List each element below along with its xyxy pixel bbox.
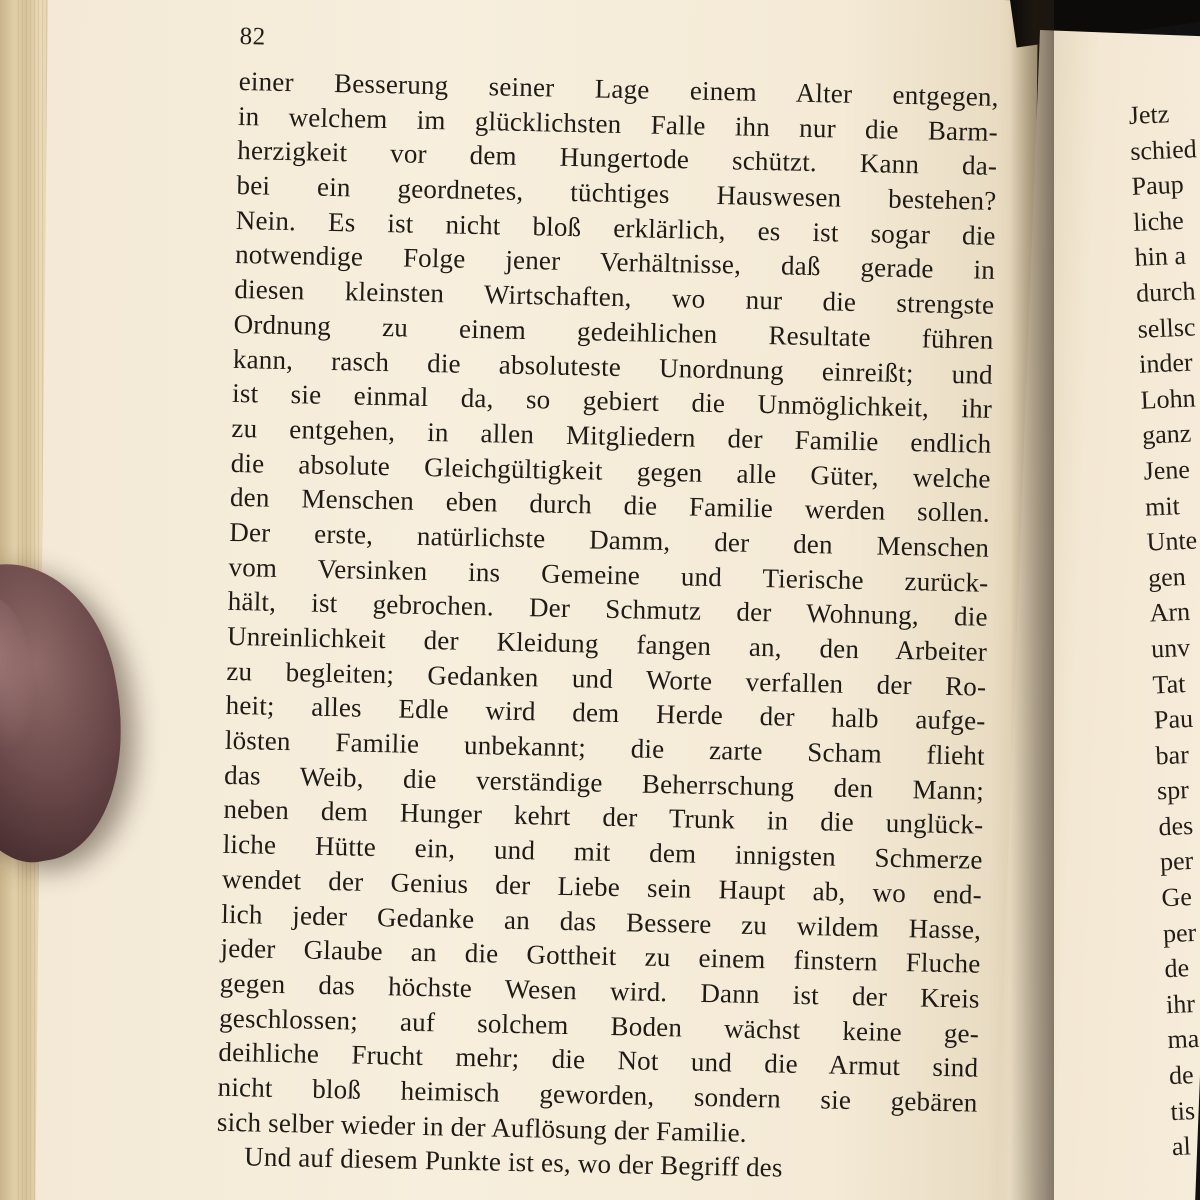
text-line: geschlossen; auf solchem Boden wächst keine ge- [218, 1002, 980, 1049]
text-line-fragment: mit [1144, 490, 1181, 522]
text-line: zu begleiten; Gedanken und Worte verfallen der Ro- [226, 655, 987, 702]
text-line: Nein. Es ist nicht bloß erklärlich, es ist sogar die [235, 204, 997, 251]
text-line: lösten Familie unbekannt; die zarte Scham flieht [224, 724, 986, 771]
text-line: zu entgehen, in allen Mitgliedern der Familie endlich [231, 412, 992, 459]
text-line-fragment: bar [1154, 739, 1190, 771]
text-line: hält, ist gebrochen. Der Schmutz der Wohnung, die [227, 586, 989, 633]
text-line: wendet der Genius der Liebe sein Haupt ab, wo end- [221, 863, 983, 910]
text-line-fragment: ma [1166, 1024, 1200, 1055]
text-line-fragment: Tat [1151, 668, 1187, 699]
text-line-fragment: al [1171, 1131, 1192, 1162]
text-line-fragment: unv [1150, 632, 1191, 664]
text-line-fragment: Unte [1146, 525, 1198, 557]
text-line: Ordnung zu einem gedeihlichen Resultate führen [233, 308, 994, 355]
text-line: kann, rasch die absoluteste Unordnung einreißt; und [232, 343, 994, 390]
text-line: liche Hütte ein, und mit dem innigsten Schmerze [222, 828, 983, 875]
text-line-fragment: hin a [1134, 241, 1187, 273]
text-line: notwendige Folge jener Verhältnisse, daß gerade in [234, 239, 996, 286]
text-line-fragment: ganz [1141, 419, 1192, 451]
text-line-fragment: Arn [1148, 597, 1191, 628]
text-line-fragment: Ge [1160, 882, 1193, 913]
text-line: in welchem im glücklichsten Falle ihn nur die Barm- [237, 100, 999, 147]
text-line-fragment: per [1162, 917, 1197, 948]
text-line: neben dem Hunger kehrt der Trunk in die unglück- [223, 794, 984, 841]
text-line-fragment: inder [1138, 347, 1194, 379]
text-line-fragment: sellsc [1137, 311, 1196, 344]
text-line: Und auf diesem Punkte ist es, wo der Begriff des [243, 1141, 783, 1183]
left-page-lines [216, 64, 999, 1190]
text-line-fragment: spr [1156, 775, 1190, 806]
text-line-fragment: liche [1132, 205, 1185, 237]
text-line: nicht bloß heimisch geworden, sondern sie gebären [217, 1071, 978, 1118]
text-line: diesen kleinsten Wirtschaften, wo nur die strengste [234, 274, 995, 320]
text-line: sich selber wieder in der Auflösung der Familie. [216, 1106, 748, 1148]
left-page-text [216, 22, 1000, 1190]
text-line: den Menschen eben durch die Familie werden sollen. [229, 482, 991, 529]
text-line: Unreinlichkeit der Kleidung fangen an, den Arbeiter [226, 620, 988, 667]
page-number: 82 [239, 22, 266, 51]
text-line: Der erste, natürlichste Damm, der den Menschen [229, 516, 990, 563]
text-line: bei ein geordnetes, tüchtiges Hauswesen bestehen? [236, 170, 997, 216]
text-line: einer Besserung seiner Lage einem Alter entgegen, [238, 65, 999, 112]
text-line-fragment: tis [1169, 1095, 1196, 1126]
text-line-fragment: ihr [1165, 988, 1196, 1020]
book-gutter-shadow [1010, 0, 1054, 1200]
text-line: heit; alles Edle wird dem Herde der halb aufge- [225, 690, 986, 737]
text-line-fragment: Paup [1131, 169, 1185, 202]
text-line: deihliche Frucht mehr; die Not und die Armut sind [218, 1037, 979, 1083]
text-line-fragment: Jetz [1128, 99, 1170, 130]
text-line-fragment: durch [1135, 276, 1196, 308]
thumb-nail [0, 591, 45, 751]
text-line: gegen das höchste Wesen wird. Dann ist der Kreis [219, 967, 981, 1014]
text-line: lich jeder Gedanke an das Bessere zu wildem Hasse, [221, 898, 982, 945]
text-line-fragment: de [1168, 1060, 1195, 1091]
text-line-fragment: per [1159, 846, 1194, 877]
text-line: die absolute Gleichgültigkeit gegen alle Güter, welche [230, 447, 991, 494]
text-line-fragment: Lohn [1140, 383, 1197, 415]
text-line-fragment: schied [1129, 133, 1198, 166]
text-line: jeder Glaube an die Gottheit zu einem finstern Fluche [220, 932, 981, 979]
text-line: das Weib, die verständige Beherrschung den Mann; [223, 759, 985, 806]
text-line-fragment: de [1163, 953, 1190, 984]
text-line-fragment: Pau [1153, 703, 1194, 735]
text-line: vom Versinken ins Gemeine und Tierische zurück- [228, 551, 989, 598]
text-line-fragment: Jene [1143, 454, 1191, 486]
text-line: herzigkeit vor dem Hungertode schützt. Kann da- [236, 135, 998, 182]
text-line-fragment: gen [1147, 561, 1187, 593]
text-line-fragment: des [1157, 810, 1194, 842]
text-line: ist sie einmal da, so gebiert die Unmöglichkeit, ihr [231, 378, 993, 425]
